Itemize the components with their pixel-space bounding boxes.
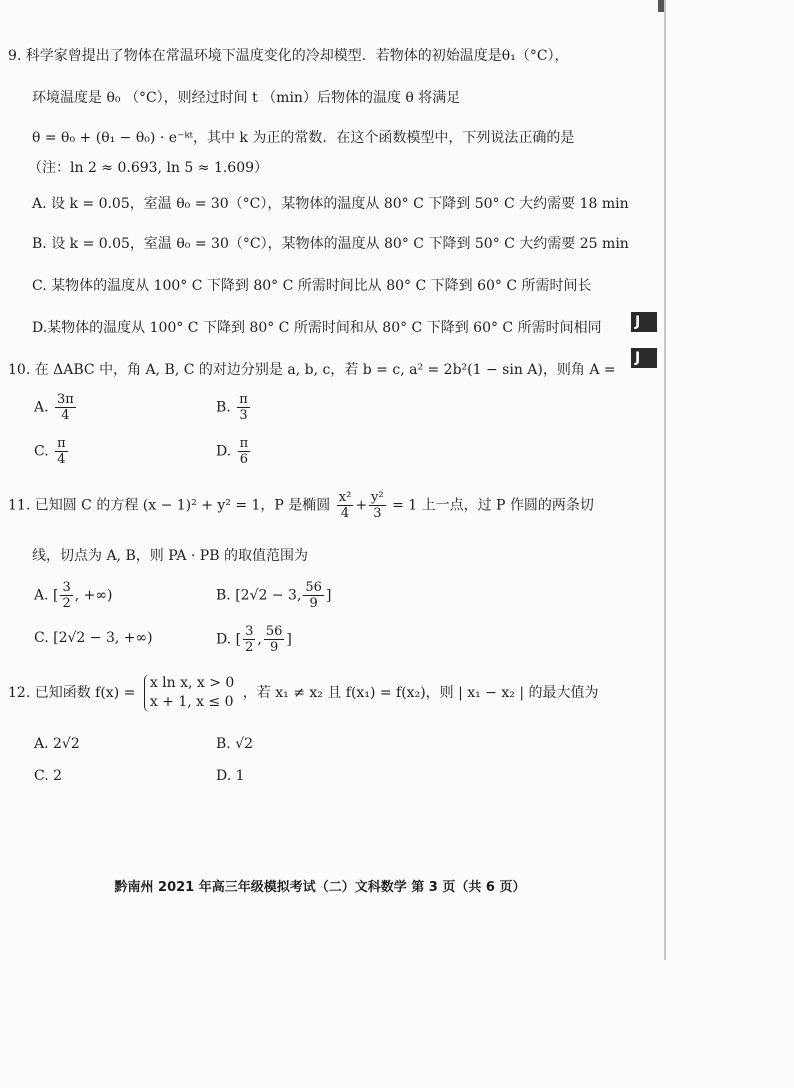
- q12-option-b: B. √2: [216, 736, 254, 752]
- fraction: $\frac{56}{9}$: [305, 580, 322, 611]
- q11-stem-line2: 线，切点为 A, B，则 PA · PB 的取值范围为: [32, 548, 308, 564]
- q10-stem: 10. 在 ΔABC 中，角 A, B, C 的对边分别是 a, b, c，若 b = c, a² = 2b²(1 − sin A)，则角 A =: [8, 362, 616, 378]
- piecewise-brace: x ln x, x > 0 x + 1, x ≤ 0: [144, 674, 235, 712]
- q9-line1: 9. 科学家曾提出了物体在常温环境下温度变化的冷却模型．若物体的初始温度是θ₁（°C），: [8, 48, 569, 64]
- side-tab-2: J: [631, 348, 657, 368]
- q12-stem: 12. 已知函数 f(x) = x ln x, x > 0 x + 1, x ≤ 0 ，若 x₁ ≠ x₂ 且 f(x₁) = f(x₂)，则 | x₁ − x₂ | 的最大值为: [8, 675, 599, 710]
- ellipse-y-term: $\frac{\text{y²}}{3}$: [371, 490, 384, 521]
- q10-option-c: [34, 436, 70, 467]
- fraction: $\frac{\pi}{6}$: [239, 436, 249, 467]
- fraction: $\frac{3}{2}$: [62, 580, 71, 611]
- fraction: $\frac{\pi}{4}$: [57, 436, 66, 467]
- fraction: $\frac{56}{9}$: [265, 624, 283, 655]
- q11-option-d: D. [ $\frac{3}{2}$ , $\frac{56}{9}$ ]: [216, 624, 292, 655]
- q10-option-b: [216, 392, 252, 423]
- q10-option-a: [34, 392, 78, 423]
- option-label: C.: [34, 443, 49, 460]
- option-label: D.: [216, 443, 232, 460]
- option-label: A.: [34, 399, 49, 416]
- q9-option-d: D.某物体的温度从 100° C 下降到 80° C 所需时间和从 80° C 下降到 60° C 所需时间相同: [32, 320, 602, 336]
- q9-option-c: C. 某物体的温度从 100° C 下降到 80° C 所需时间比从 80° C 下降到 60° C 所需时间长: [32, 278, 592, 294]
- q11-option-a: A. [ $\frac{3}{2}$ , +∞): [34, 580, 113, 611]
- q9-formula-line: θ = θ₀ + (θ₁ − θ₀) · e⁻ᵏᵗ，其中 k 为正的常数．在这个函数模型中，下列说法正确的是: [32, 130, 575, 146]
- page-fold-edge: [664, 0, 666, 960]
- q9-option-a: A. 设 k = 0.05，室温 θ₀ = 30（°C），某物体的温度从 80° C 下降到 50° C 大约需要 18 min: [32, 196, 629, 212]
- fraction: $\frac{3\pi}{4}$: [57, 392, 74, 423]
- ellipse-x-term: $\frac{\text{x²}}{4}$: [338, 490, 352, 521]
- q12-option-a: A. 2√2: [34, 736, 80, 752]
- q9-note: （注：ln 2 ≈ 0.693, ln 5 ≈ 1.609）: [28, 160, 269, 176]
- q9-option-b: B. 设 k = 0.05，室温 θ₀ = 30（°C），某物体的温度从 80° C 下降到 50° C 大约需要 25 min: [32, 236, 629, 252]
- option-label: B.: [216, 399, 231, 416]
- fraction: $\frac{\pi}{3}$: [239, 392, 248, 423]
- q9-line2: 环境温度是 θ₀ （°C），则经过时间 t （min）后物体的温度 θ 将满足: [32, 90, 461, 106]
- q10-option-d: [216, 436, 252, 467]
- q12-option-c: C. 2: [34, 768, 63, 784]
- side-tab-1: J: [631, 312, 657, 332]
- q11-option-b: B. [2√2 − 3, $\frac{56}{9}$ ]: [216, 580, 332, 611]
- page-footer: 黔南州 2021 年高三年级模拟考试（二）文科数学 第 3 页（共 6 页）: [114, 880, 526, 895]
- q11-option-c: C. [2√2 − 3, +∞): [34, 630, 153, 646]
- q12-option-d: D. 1: [216, 768, 245, 784]
- fraction: $\frac{3}{2}$: [245, 624, 254, 655]
- q11-stem-line1: 11. 已知圆 C 的方程 (x − 1)² + y² = 1，P 是椭圆 $\frac{\text{x²}}{4}$ + $\frac{\text{y²}}{3}$ = 1 上一点，过 P 作圆的两条切: [8, 490, 594, 521]
